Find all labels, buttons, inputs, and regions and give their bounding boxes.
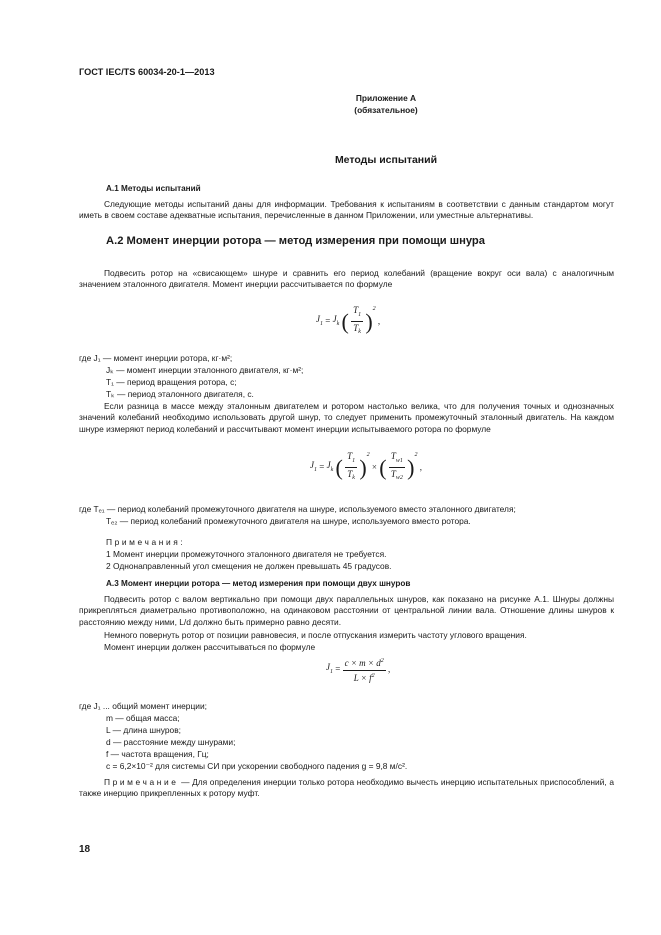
formula-1-den: T <box>353 322 359 333</box>
formula-1-close-paren: ) <box>365 308 373 334</box>
formula-1-open-paren: ( <box>341 308 349 334</box>
formula-2-den-sub: k <box>352 475 355 482</box>
a3-note-text: — Для определения инерции только ротора необходимо вычесть инерцию испытательных приспособлений, а также инерцию прикрепленных к ротору муфт. <box>79 777 615 799</box>
formula-2-pow: 2 <box>366 452 370 458</box>
a2-note-1: 1 Момент инерции промежуточного эталонного двигателя не требуется. <box>106 549 387 559</box>
formula-2-den2-sub: w2 <box>395 475 403 482</box>
formula-2-den: T <box>347 468 353 479</box>
formula-2-num-sub: 1 <box>352 458 356 465</box>
formula-2-num2: T <box>390 451 396 462</box>
formula-2-lhs: J <box>310 460 314 471</box>
a2-where-3: Tₖ — период эталонного двигателя, с. <box>106 389 254 399</box>
formula-3-num: c × m × d <box>344 658 381 669</box>
a3-where-1: m — общая масса; <box>106 713 180 723</box>
formula-1-k-sub: k <box>336 320 340 327</box>
formula-2 <box>310 450 422 485</box>
a2-where-0: где J₁ — момент инерции ротора, кг·м²; <box>79 353 233 363</box>
formula-2-times: × <box>371 462 377 473</box>
formula-1-pow: 2 <box>372 306 376 312</box>
formula-3-eq: = <box>335 664 341 675</box>
section-a2-heading: А.2 Момент инерции ротора — метод измерения при помощи шнура <box>106 235 485 247</box>
section-a3-heading: А.3 Момент инерции ротора — метод измерения при помощи двух шнуров <box>106 579 411 588</box>
formula-2-eq: = <box>319 462 325 473</box>
a3-where-0: где J₁ ... общий момент инерции; <box>79 701 207 711</box>
a3-where-5: c = 6,2×10⁻² для системы СИ при ускорении свободного падения g = 9,8 м/с². <box>106 761 408 771</box>
formula-2-num: T <box>347 451 353 462</box>
section-a2-para2: Если разница в массе между эталонным двигателем и ротором настолько велика, что для получения точных и однозначных значений колебаний необходимо использовать другой шнур, то следует применить промежуточный эталонный двигатель. На каждом шнуре измеряют период колебаний и рассчитывают момент инерции испытываемого ротора по формуле <box>79 401 614 434</box>
formula-2-k: J <box>326 460 331 471</box>
section-a1-text: Следующие методы испытаний даны для информации. Требования к испытаниям в соответствии с данным стандартом могут иметь в своем составе адекватные испытания, перечисленные в данном Приложении, или уместные альтернативы. <box>79 199 614 221</box>
formula-1-num-sub: 1 <box>358 312 362 319</box>
page-number: 18 <box>79 844 91 855</box>
a3-where-2: L — длина шнуров; <box>106 725 181 735</box>
formula-2-num2-sub: w1 <box>395 458 403 465</box>
formula-2-close-paren-2: ) <box>407 454 415 480</box>
formula-2-pow2: 2 <box>414 452 418 458</box>
formula-1-lhs-sub: 1 <box>320 320 323 327</box>
section-a3-para2: Немного повернуть ротор от позиции равновесия, и после отпускания измерить частоту углового вращения. <box>104 630 527 640</box>
formula-1-den-sub: k <box>358 329 361 336</box>
section-a2-intro: Подвесить ротор на «свисающем» шнуре и сравнить его период колебаний (вращение вокруг оси вала) с аналогичным значением эталонного двигателя. Момент инерции рассчитывается по формуле <box>79 268 614 290</box>
formula-1-fraction <box>351 305 363 338</box>
a3-note-heading: Примечание <box>104 777 179 787</box>
document-header: ГОСТ IEC/TS 60034-20-1—2013 <box>79 67 215 77</box>
formula-2-end: , <box>419 462 422 473</box>
formula-3-den-pow: 2 <box>371 672 375 679</box>
a2-note-2: 2 Однонаправленный угол смещения не должен превышать 45 градусов. <box>106 561 392 571</box>
formula-1-k: J <box>332 314 337 325</box>
formula-2-fraction-1 <box>345 451 357 484</box>
formula-2-open-paren-2: ( <box>379 454 387 480</box>
a3-note <box>79 777 614 800</box>
formula-3-num-pow: 2 <box>380 658 384 664</box>
formula-2-close-paren-1: ) <box>359 454 367 480</box>
formula-3-end: , <box>387 664 391 675</box>
section-a1-heading: А.1 Методы испытаний <box>106 184 201 193</box>
formula-2-lhs-sub: 1 <box>314 466 317 473</box>
formula-2-den2: T <box>390 468 396 479</box>
formula-3-lhs: J <box>326 662 330 673</box>
a2-where2-0: где Tₑ₁ — период колебаний промежуточного двигателя на шнуре, используемого вместо эталонного двигателя; <box>79 504 516 514</box>
formula-2-open-paren-1: ( <box>335 454 343 480</box>
formula-1-end: , <box>377 316 381 327</box>
formula-2-fraction-2 <box>389 451 405 484</box>
formula-1-lhs: J <box>316 314 320 325</box>
formula-3-den: L × f <box>353 672 372 683</box>
formula-2-k-sub: k <box>330 466 334 473</box>
formula-3-fraction <box>343 656 386 684</box>
a2-where-1: Jₖ — момент инерции эталонного двигателя, кг·м²; <box>106 365 304 375</box>
section-a3-para1: Подвесить ротор с валом вертикально при помощи двух параллельных шнуров, как показано на рисунке А.1. Шнуры должны прикрепляться диаметрально противоположно, на одинаковом расстоянии от центральной линии вала. Отношение длины шнуров к расстоянию между ними, L/d должно быть примерно равно десяти. <box>79 594 614 627</box>
a2-where-2: T₁ — период вращения ротора, с; <box>106 377 237 387</box>
page-title: Методы испытаний <box>334 154 438 166</box>
formula-3-lhs-sub: 1 <box>330 668 333 675</box>
formula-3 <box>326 656 390 684</box>
a2-where2-1: Tₑ₂ — период колебаний промежуточного двигателя на шнуре, используемого вместо ротора. <box>106 516 471 526</box>
section-a3-para3: Момент инерции должен рассчитываться по формуле <box>104 642 316 652</box>
a3-where-4: f — частота вращения, Гц; <box>106 749 209 759</box>
formula-1-num: T <box>353 305 359 316</box>
appendix-label: Приложение А <box>355 93 417 103</box>
formula-1 <box>316 304 380 339</box>
formula-1-eq: = <box>325 316 331 327</box>
appendix-status: (обязательное) <box>354 105 418 115</box>
a2-notes-heading: Примечания: <box>106 537 186 547</box>
a3-where-3: d — расстояние между шнурами; <box>106 737 236 747</box>
